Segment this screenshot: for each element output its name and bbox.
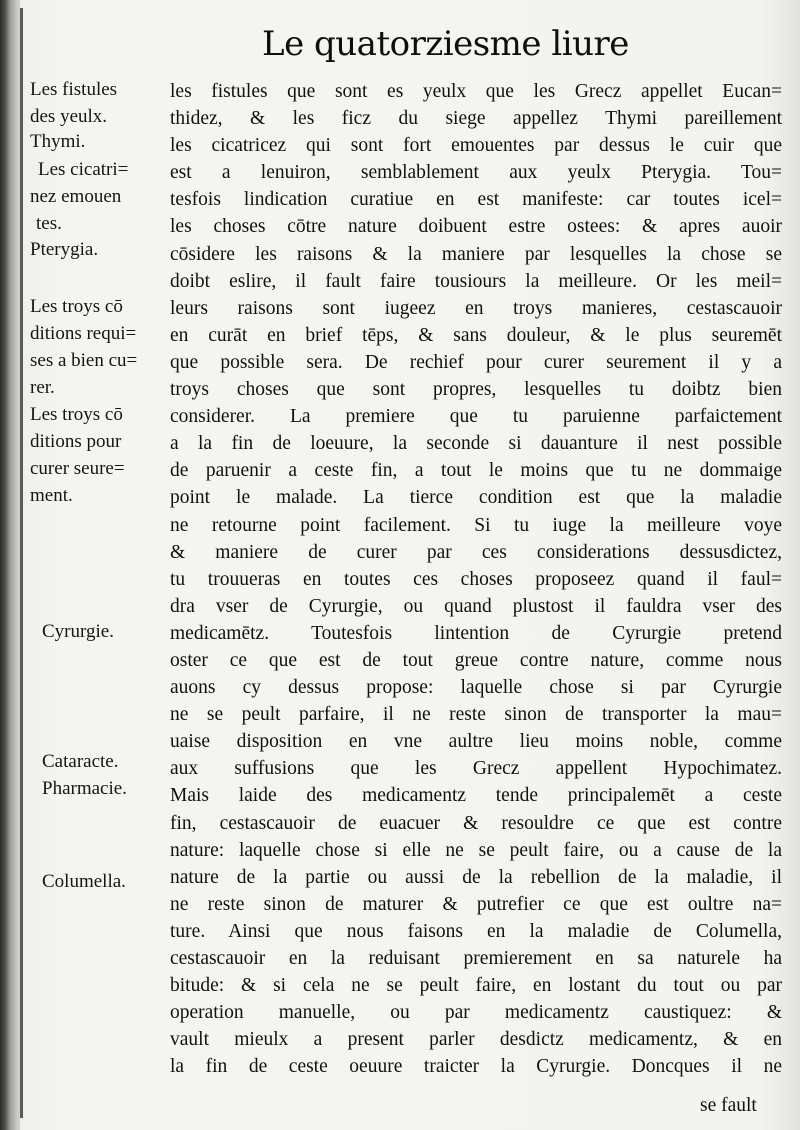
- text-line: que possible sera. De rechief pour curer seurement il y a: [170, 351, 782, 373]
- margin-note-cyrurgie: [42, 618, 182, 645]
- text-line: doibt eslire, il fault faire tousiours la meilleure. Or les meil=: [170, 270, 782, 292]
- margin-note-line: Les troys cō: [30, 296, 123, 317]
- text-line: ture. Ainsi que nous faisons en la maladie de Columella,: [170, 920, 782, 942]
- margin-note-conditions-requises: [30, 293, 170, 401]
- text-line: uaise disposition en vne aultre lieu moins noble, comme: [170, 731, 782, 753]
- margin-note-line: Les fistules: [30, 79, 118, 100]
- margin-note-pterygia: [30, 236, 170, 263]
- margin-note-line: ditions pour: [30, 431, 122, 452]
- text-line: de paruenir a ceste fin, a tout le moins que tu ne dommaige: [170, 460, 782, 482]
- text-line: considerer. La premiere que tu paruienne parfaictement: [170, 406, 782, 428]
- text-line: nature de la partie ou aussi de la rebellion de la maladie, il: [170, 866, 782, 888]
- text-line: bitude: & si cela ne se peult faire, en lostant du tout ou par: [170, 975, 782, 997]
- margin-note-columella: [42, 868, 182, 895]
- margin-note-thymi: [30, 128, 170, 155]
- text-line: & maniere de curer par ces considerations dessusdictez,: [170, 541, 782, 563]
- margin-note-conditions-seurement: [30, 401, 170, 509]
- margin-note-line: Cyrurgie.: [42, 621, 114, 642]
- text-line: vault mieulx a present parler desdictz medicamentz, & en: [170, 1029, 782, 1051]
- text-line: oster ce que est de tout greue contre nature, comme nous: [170, 649, 782, 671]
- text-line: medicamētz. Toutesfois lintention de Cyrurgie pretend: [170, 622, 782, 644]
- catchword: se fault: [700, 1095, 757, 1116]
- text-line: thidez, & les ficz du siege appellez Thymi pareillement: [170, 108, 782, 130]
- text-line: nature: laquelle chose si elle ne se peult faire, ou a cause de la: [170, 839, 782, 861]
- text-line: fin, cestascauoir de euacuer & resouldre ce que est contre: [170, 812, 782, 834]
- margin-note-line: Les troys cō: [30, 404, 123, 425]
- text-line: les fistules que sont es yeulx que les Grecz appellet Eucan=: [170, 81, 782, 102]
- text-line: en curāt en brief tēps, & sans douleur, & le plus seuremēt: [170, 324, 782, 346]
- text-line: ne reste sinon de maturer & putrefier ce que est oultre na=: [170, 893, 782, 915]
- text-line: ne retourne point facilement. Si tu iuge la meilleure voye: [170, 514, 782, 536]
- text-line: est a lenuiron, semblablement aux yeulx Pterygia. Tou=: [170, 162, 782, 184]
- text-line: cōsidere les raisons & la maniere par lesquelles la chose se: [170, 243, 782, 265]
- margin-note-line: nez emouen: [30, 186, 122, 207]
- margin-note-line: ses a bien cu=: [30, 350, 138, 371]
- margin-note-line: tes.: [36, 213, 62, 234]
- text-line: ne se peult parfaire, il ne reste sinon de transporter la mau=: [170, 704, 782, 726]
- margin-note-line: ditions requi=: [30, 323, 137, 344]
- margin-note-line: curer seure=: [30, 458, 125, 479]
- text-line: troys choses que sont propres, lesquelles tu doibtz bien: [170, 379, 782, 401]
- text-line: leurs raisons sont iugeez en troys manieres, cestascauoir: [170, 297, 782, 319]
- margin-note-line: Les cicatri=: [38, 159, 129, 180]
- margin-note-line: rer.: [30, 377, 55, 398]
- text-line: tesfois lindication curatiue en est manifeste: car toutes icel=: [170, 189, 782, 211]
- margin-note-pharmacie: [42, 775, 182, 802]
- margin-note-line: Cataracte.: [42, 751, 119, 772]
- text-line: point le malade. La tierce condition est que la maladie: [170, 487, 782, 509]
- text-line: tu trouueras en toutes ces choses proposeez quand il faul=: [170, 568, 782, 590]
- text-line: dra vser de Cyrurgie, ou quand plustost il fauldra vser des: [170, 595, 782, 617]
- text-line: Mais laide des medicamentz tende principalemēt a ceste: [170, 785, 782, 807]
- main-text-column: [170, 78, 782, 1080]
- text-line: aux suffusions que les Grecz appellent Hypochimatez.: [170, 758, 782, 780]
- text-line: cestascauoir en la reduisant premierement en sa naturele ha: [170, 948, 782, 969]
- page-gutter-shadow: [0, 0, 20, 1130]
- margin-note-cicatrices: [30, 156, 178, 237]
- margin-note-line: Columella.: [42, 871, 126, 892]
- text-line: les cicatricez qui sont fort emouentes par dessus le cuir que: [170, 135, 782, 157]
- margin-note-cataracte: [42, 748, 182, 775]
- text-line: auons cy dessus propose: laquelle chose si par Cyrurgie: [170, 677, 782, 699]
- text-line: operation manuelle, ou par medicamentz caustiquez: &: [170, 1002, 782, 1024]
- margin-note-line: Thymi.: [30, 131, 86, 152]
- margin-note-line: des yeulx.: [30, 106, 108, 127]
- margin-note-line: ment.: [30, 485, 73, 506]
- running-head: Le quatorziesme liure: [262, 24, 629, 64]
- margin-note-line: Pterygia.: [30, 239, 99, 260]
- text-line: a la fin de loeuure, la seconde si dauanture il nest possible: [170, 433, 782, 455]
- text-line: la fin de ceste oeuure traicter la Cyrurgie. Doncques il ne: [170, 1056, 782, 1078]
- binding-rule: [20, 8, 23, 1118]
- margin-note-line: Pharmacie.: [42, 778, 127, 799]
- margin-note-fistules: [30, 76, 170, 130]
- text-line: les choses cōtre nature doibuent estre ostees: & apres auoir: [170, 216, 782, 238]
